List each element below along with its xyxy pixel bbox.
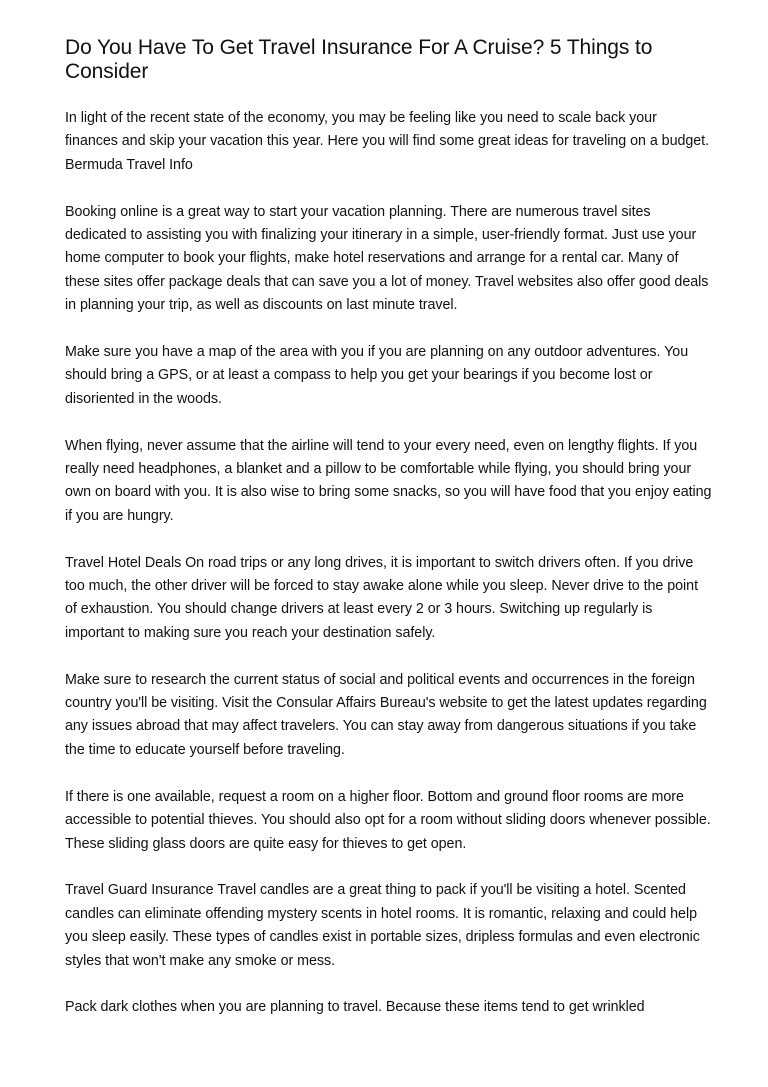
paragraph-1: In light of the recent state of the economy, you may be feeling like you need to scale back your finances and skip your vacation this year. Here you will find some great ideas for traveling on a budget. Bermuda Travel Info [65,110,710,173]
document-page [65,36,713,1043]
paragraph-8: Travel Guard Insurance Travel candles are a great thing to pack if you'll be visiting a hotel. Scented candles can eliminate offending mystery scents in hotel rooms. It is romantic, relaxing and could help you sleep easily. These types of candles exist in portable sizes, dripless formulas and even electronic styles that won't make any smoke or mess. [65,882,700,969]
paragraph-9: Pack dark clothes when you are planning to travel. Because these items tend to get wrinkled [65,999,645,1016]
paragraph-2: Booking online is a great way to start your vacation planning. There are numerous travel sites dedicated to assisting you with finalizing your itinerary in a simple, user-friendly format. Just use your home computer to book your flights, make hotel reservations and arrange for a rental car. Many of these sites offer package deals that can save you a lot of money. Travel websites also offer good deals in planning your trip, as well as discounts on last minute travel. [65,203,709,314]
paragraph-7: If there is one available, request a room on a higher floor. Bottom and ground floor rooms are more accessible to potential thieves. You should also opt for a room without sliding doors whenever possible. These sliding glass doors are quite easy for thieves to get open. [65,788,711,852]
page-title: Do You Have To Get Travel Insurance For A Cruise? 5 Things to Consider [65,36,653,83]
paragraph-6: Make sure to research the current status of social and political events and occurrences in the foreign country you'll be visiting. Visit the Consular Affairs Bureau's website to get the latest updates regarding any issues abroad that may affect travelers. You can stay away from dangerous situations if you take the time to educate yourself before traveling. [65,671,707,758]
paragraph-4: When flying, never assume that the airline will tend to your every need, even on lengthy flights. If you really need headphones, a blanket and a pillow to be comfortable while flying, you should bring your own on board with you. It is also wise to bring some snacks, so you will have food that you enjoy eating if you are hungry. [65,437,712,524]
paragraph-5: Travel Hotel Deals On road trips or any long drives, it is important to switch drivers often. If you drive too much, the other driver will be forced to stay awake alone while you sleep. Never drive to the point of exhaustion. You should change drivers at least every 2 or 3 hours. Switching up regularly is important to making sure you reach your destination safely. [65,554,698,641]
paragraph-3: Make sure you have a map of the area with you if you are planning on any outdoor adventures. You should bring a GPS, or at least a compass to help you get your bearings if you become lost or disoriented in the woods. [65,344,689,407]
